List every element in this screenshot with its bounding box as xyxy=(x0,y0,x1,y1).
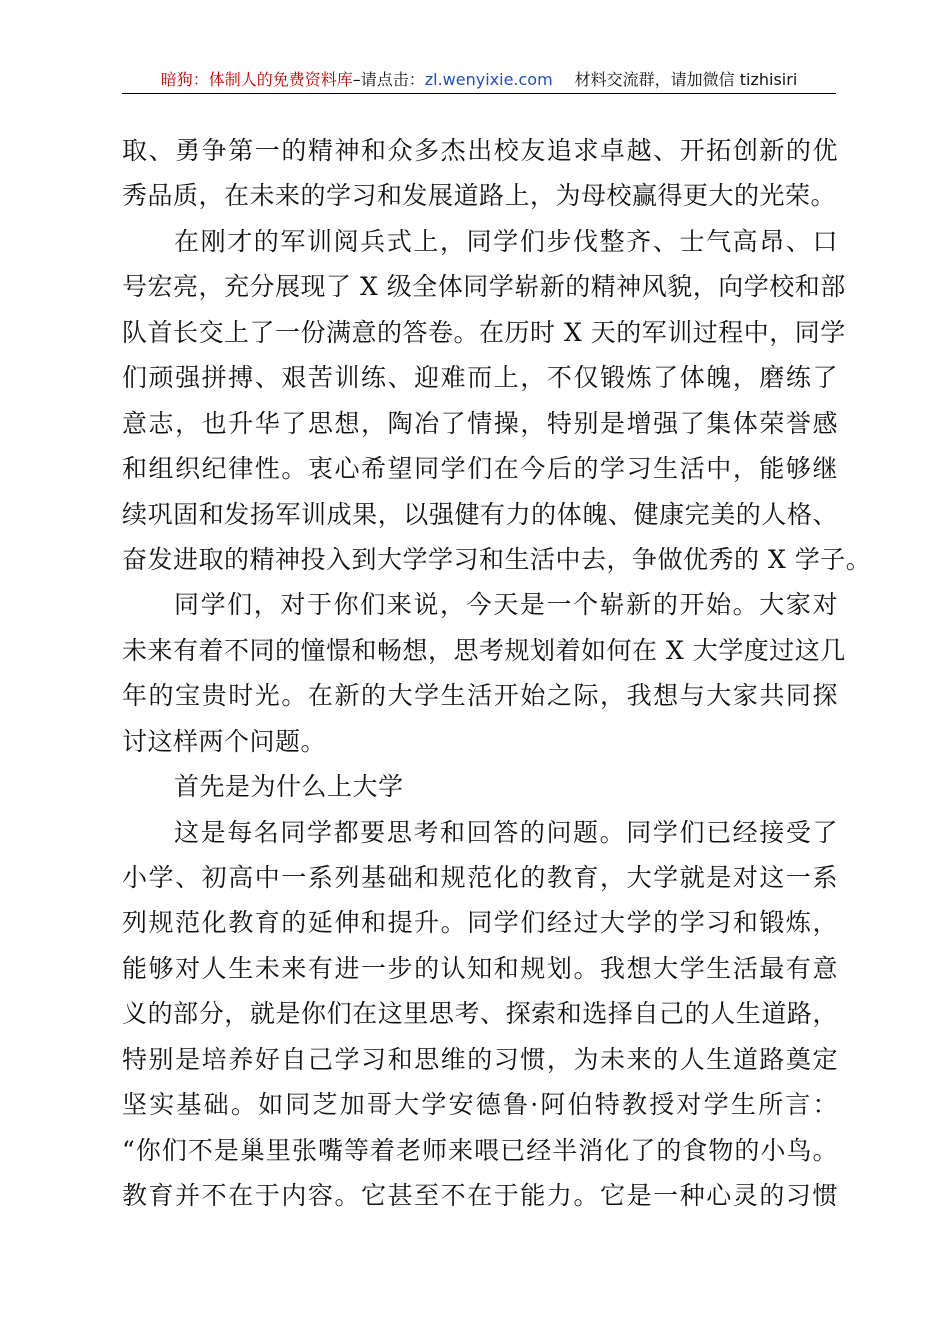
header-brand: 暗狗：体制人的免费资料库 xyxy=(160,70,353,89)
body-line: 讨这样两个问题。 xyxy=(122,726,327,756)
body-line: 和组织纪律性。衷心希望同学们在今后的学习生活中，能够继 xyxy=(122,454,838,484)
body-line: 秀品质，在未来的学习和发展道路上，为母校赢得更大的光荣。 xyxy=(122,181,837,211)
page-header xyxy=(122,70,836,94)
body-line: 同学们，对于你们来说，今天是一个崭新的开始。大家对 xyxy=(174,590,838,620)
body-line: 义的部分，就是你们在这里思考、探索和选择自己的人生道路， xyxy=(122,999,838,1029)
body-line: 能够对人生未来有进一步的认知和规划。我想大学生活最有意 xyxy=(122,953,838,983)
body-line: 坚实基础。如同芝加哥大学安德鲁·阿伯特教授对学生所言： xyxy=(122,1090,838,1120)
body-line: 年的宝贵时光。在新的大学生活开始之际，我想与大家共同探 xyxy=(122,681,838,711)
body-line: 队首长交上了一份满意的答卷。在历时 X 天的军训过程中，同学 xyxy=(122,317,846,347)
body-line: 小学、初高中一系列基础和规范化的教育，大学就是对这一系 xyxy=(122,863,838,892)
body-line: 教育并不在于内容。它甚至不在于能力。它是一种心灵的习惯 xyxy=(122,1181,838,1211)
body-line: 这是每名同学都要思考和回答的问题。同学们已经接受了 xyxy=(174,817,838,847)
header-link[interactable]: zl.wenyixie.com xyxy=(424,70,553,89)
document-body xyxy=(122,128,872,1219)
body-line: 列规范化教育的延伸和提升。同学们经过大学的学习和锻炼， xyxy=(122,908,838,938)
body-line: 续巩固和发扬军训成果，以强健有力的体魄、健康完美的人格、 xyxy=(122,499,838,529)
section-heading: 首先是为什么上大学 xyxy=(174,772,404,802)
body-line: “你们不是巢里张嘴等着老师来喂已经半消化了的食物的小鸟。 xyxy=(122,1135,838,1165)
body-line: 取、勇争第一的精神和众多杰出校友追求卓越、开拓创新的优 xyxy=(122,136,838,165)
body-line: 在刚才的军训阅兵式上，同学们步伐整齐、士气高昂、口 xyxy=(174,226,838,256)
header-divider xyxy=(122,93,836,94)
header-group-text: 材料交流群，请加微信 tizhisiri xyxy=(574,70,798,89)
header-click-prefix: –请点击： xyxy=(352,70,425,89)
body-line: 们顽强拼搏、艰苦训练、迎难而上，不仅锻炼了体魄，磨练了 xyxy=(122,363,838,393)
body-line: 意志，也升华了思想，陶冶了情操，特别是增强了集体荣誉感 xyxy=(122,408,838,438)
body-line: 未来有着不同的憧憬和畅想，思考规划着如何在 X 大学度过这几 xyxy=(122,635,846,665)
body-line: 特别是培养好自己学习和思维的习惯，为未来的人生道路奠定 xyxy=(122,1044,838,1074)
body-line: 号宏亮，充分展现了 X 级全体同学崭新的精神风貌，向学校和部 xyxy=(122,272,846,302)
body-line: 奋发进取的精神投入到大学学习和生活中去，争做优秀的 X 学子。 xyxy=(122,544,872,574)
